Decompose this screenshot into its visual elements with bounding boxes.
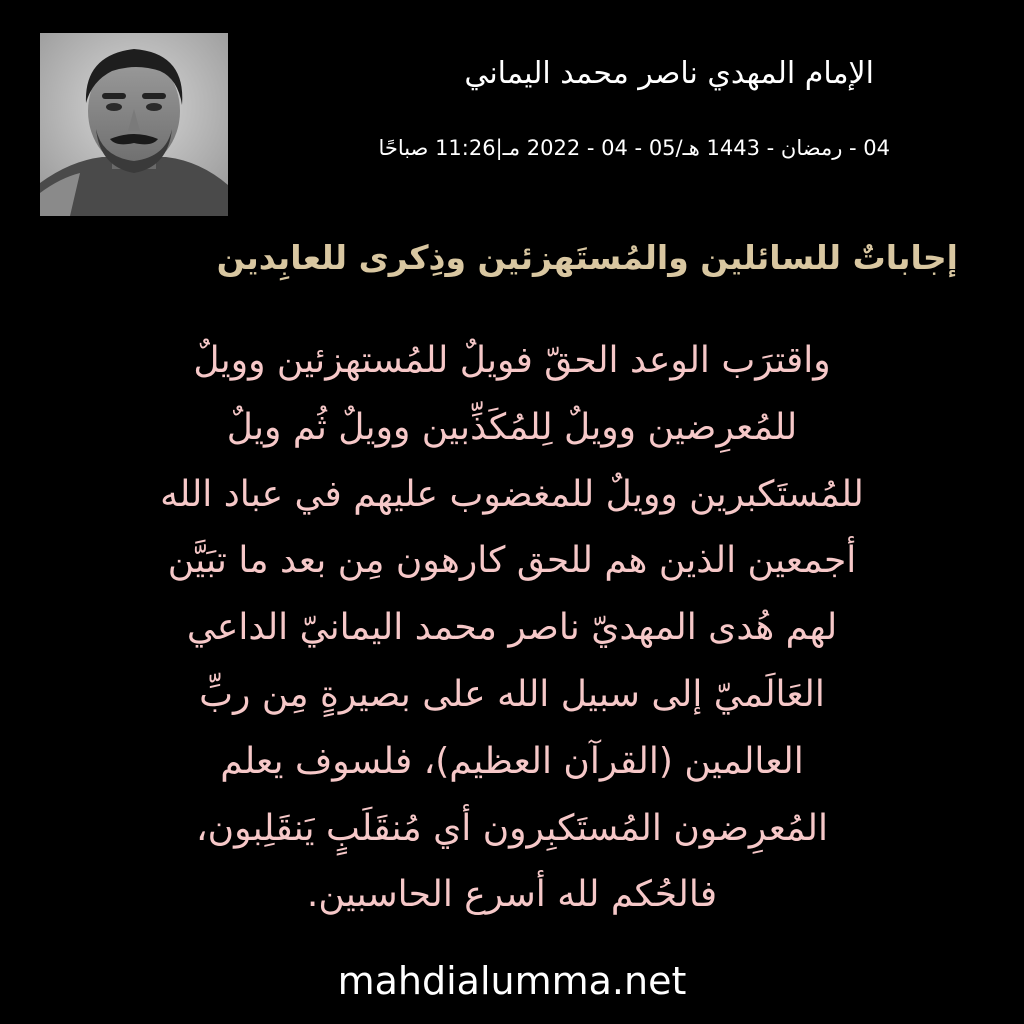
body-line: العَالَميّ إلى سبيل الله على بصيرةٍ مِن ربِّ [199,673,825,715]
publish-date: 04 - رمضان - 1443 هـ/05 - 04 - 2022 مـ|11:26 صباحًا [378,136,890,160]
article-body [50,328,974,929]
article-title: إجاباتٌ للسائلين والمُستَهزئين وذِكرى للعابِدين [216,238,958,277]
body-line: المُعرِضون المُستَكبِرون أي مُنقَلَبٍ يَنقَلِبون، [196,807,828,849]
portrait-image [40,33,228,216]
body-line: للمُستَكبرين وويلٌ للمغضوب عليهم في عباد الله [160,473,864,515]
author-name: الإمام المهدي ناصر محمد اليماني [464,56,874,91]
body-line: أجمعين الذين هم للحق كارهون مِن بعد ما تبَيَّن [167,540,857,582]
body-line: فالحُكم لله أسرع الحاسبين. [306,874,718,916]
body-line: لهم هُدى المهديّ ناصر محمد اليمانيّ الداعي [186,607,838,649]
body-line: العالمين (القرآن العظيم)، فلسوف يعلم [220,740,804,782]
author-portrait-photo [40,33,228,216]
body-line: للمُعرِضين وويلٌ لِلمُكَذِّبين وويلٌ ثُم ويلٌ [226,406,798,448]
website-url: mahdialumma.net [337,959,687,1003]
body-line: واقترَب الوعد الحقّ فويلٌ للمُستهزئين وويلٌ [193,340,831,381]
